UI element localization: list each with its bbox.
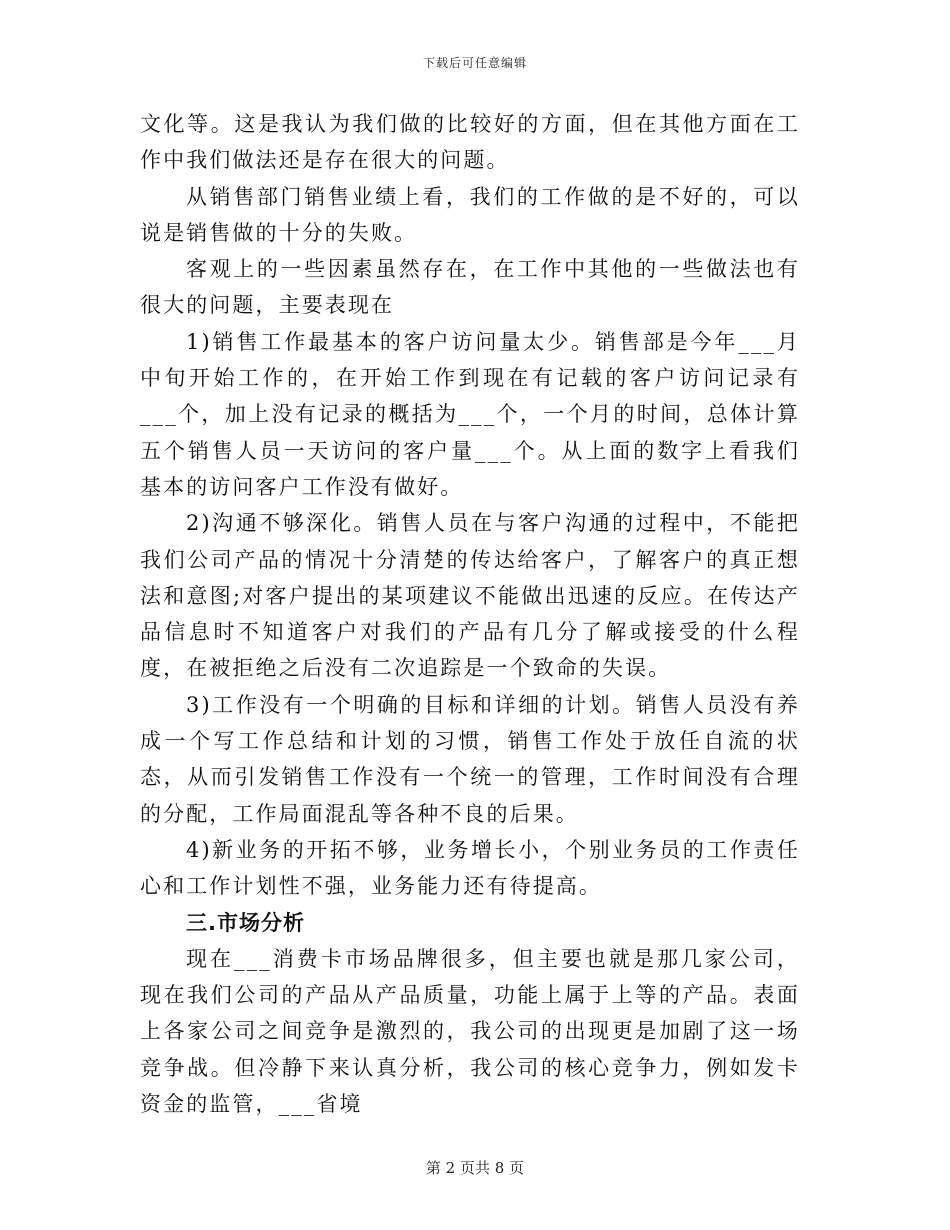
page-header: 下载后可任意编辑: [422, 56, 527, 70]
document-body: [140, 106, 800, 1122]
page-footer: 第 2 页共 8 页: [425, 1159, 525, 1177]
paragraph-issue-3: 3)工作没有一个明确的目标和详细的计划。销售人员没有养成一个写工作总结和计划的习惯，销售工作处于放任自流的状态，从而引发销售工作没有一个统一的管理，工作时间没有合理的分配，工作局面混乱等各种不良的后果。: [140, 692, 800, 826]
paragraph-issue-4: 4)新业务的开拓不够，业务增长小，个别业务员的工作责任心和工作计划性不强，业务能力还有待提高。: [140, 837, 800, 899]
paragraph-sales-performance: 从销售部门销售业绩上看，我们的工作做的是不好的，可以说是销售做的十分的失败。: [140, 184, 800, 245]
paragraph-issue-2: 2)沟通不够深化。销售人员在与客户沟通的过程中，不能把我们公司产品的情况十分清楚的传达给客户，了解客户的真正想法和意图;对客户提出的某项建议不能做出迅速的反应。在传达产品信息时不知道客户对我们的产品有几分了解或接受的什么程度，在被拒绝之后没有二次追踪是一个致命的失误。: [140, 511, 800, 681]
paragraph-market-analysis: 现在___消费卡市场品牌很多，但主要也就是那几家公司，现在我们公司的产品从产品质量，功能上属于上等的产品。表面上各家公司之间竞争是激烈的，我公司的出现更是加剧了这一场竞争战。但冷静下来认真分析，我公司的核心竞争力，例如发卡资金的监管，___省境: [140, 946, 800, 1117]
paragraph-problems-intro: 客观上的一些因素虽然存在，在工作中其他的一些做法也有很大的问题，主要表现在: [140, 257, 800, 318]
section-title-market-analysis: 三.市场分析: [186, 910, 305, 935]
paragraph-continuation: 文化等。这是我认为我们做的比较好的方面，但在其他方面在工作中我们做法还是存在很大的问题。: [140, 112, 800, 173]
paragraph-issue-1: 1)销售工作最基本的客户访问量太少。销售部是今年___月中旬开始工作的，在开始工作到现在有记载的客户访问记录有___个，加上没有记录的概括为___个，一个月的时间，总体计算五个销售人员一天访问的客户量___个。从上面的数字上看我们基本的访问客户工作没有做好。: [140, 329, 800, 499]
